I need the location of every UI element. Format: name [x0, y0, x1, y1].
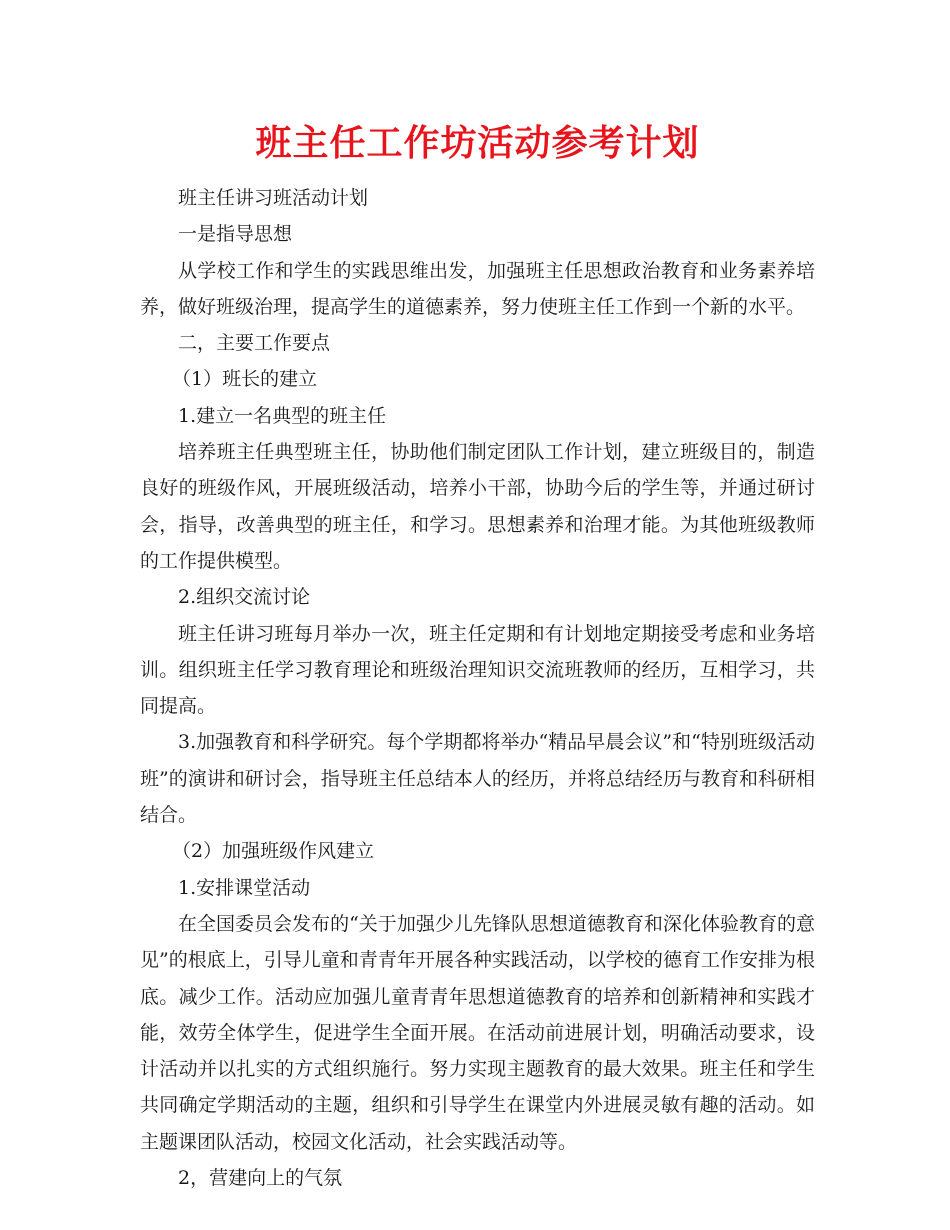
document-title: 班主任工作坊活动参考计划	[255, 123, 700, 164]
paragraph-heading-plan: 班主任讲习班活动计划	[178, 187, 369, 209]
paragraph-item-2b-heading: 2，营建向上的气氛	[178, 1167, 343, 1190]
paragraph-subsection-2-heading: （2）加强班级作风建立	[172, 840, 375, 863]
paragraph-section-1-heading: 一是指导思想	[178, 223, 293, 246]
paragraph-item-2-heading: 2.组织交流讨论	[178, 586, 311, 609]
paragraph-guiding-thought: 从学校工作和学生的实践思维出发，加强班主任思想政治教育和业务素养培养，做好班级治理，提高学生的道德素养，努力使班主任工作到一个新的水平。	[140, 259, 815, 318]
document-body	[140, 180, 815, 1196]
paragraph-section-2-heading: 二，主要工作要点	[178, 332, 331, 355]
paragraph-item-1b-body: 在全国委员会发布的“关于加强少儿先锋队思想道德教育和深化体验教育的意见”的根底上，引导儿童和青青年开展各种实践活动，以学校的德育工作安排为根底。减少工作。活动应加强儿童青青年思想道德教育的培养和创新精神和实践才能，效劳全体学生，促进学生全面开展。在活动前进展计划，明确活动要求，设计活动并以扎实的方式组织施行。努力实现主题教育的最大效果。班主任和学生共同确定学期活动的主题，组织和引导学生在课堂内外进展灵敏有趣的活动。如主题课团队活动，校园文化活动，社会实践活动等。	[140, 912, 815, 1153]
paragraph-item-1-heading: 1.建立一名典型的班主任	[178, 404, 387, 427]
paragraph-item-3-body: 3.加强教育和科学研究。每个学期都将举办“精品早晨会议”和“特别班级活动班”的演讲和研讨会，指导班主任总结本人的经历，并将总结经历与教育和科研相结合。	[140, 731, 815, 827]
paragraph-item-2-body: 班主任讲习班每月举办一次，班主任定期和有计划地定期接受考虑和业务培训。组织班主任学习教育理论和班级治理知识交流班教师的经历，互相学习，共同提高。	[140, 622, 815, 718]
paragraph-subsection-1-heading: （1）班长的建立	[172, 368, 318, 391]
paragraph-item-1-body: 培养班主任典型班主任，协助他们制定团队工作计划，建立班级目的，制造良好的班级作风，开展班级活动，培养小干部，协助今后的学生等，并通过研讨会，指导，改善典型的班主任，和学习。思想素养和治理才能。为其他班级教师的工作提供模型。	[140, 441, 815, 572]
paragraph-item-1b-heading: 1.安排课堂活动	[178, 876, 311, 899]
